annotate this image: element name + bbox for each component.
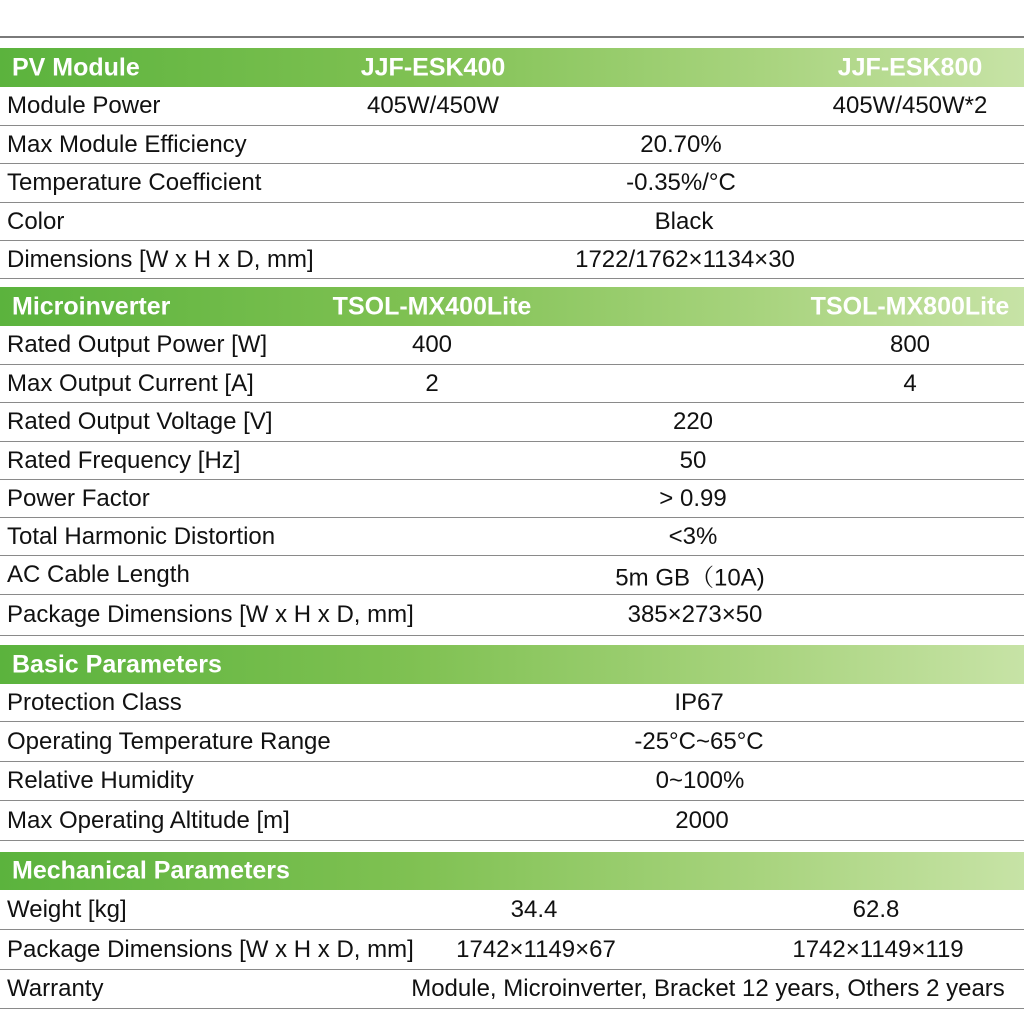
row-label: Total Harmonic Distortion [7,522,276,550]
spec-row [0,684,1024,722]
spec-row [0,970,1024,1009]
spec-row [0,241,1024,279]
row-label: Max Module Efficiency [7,130,247,158]
value-shared: 2000 [675,806,729,834]
value-shared: 220 [672,408,714,435]
value-b: 62.8 [852,895,900,923]
value-shared: <3% [668,522,718,550]
spec-row [0,595,1024,636]
row-label: Rated Output Power [W] [7,331,268,358]
value-shared: > 0.99 [659,484,727,512]
value-a: 400 [411,331,453,358]
row-label: Warranty [7,975,104,1002]
value-a: 405W/450W [366,92,500,119]
row-label: Operating Temperature Range [7,727,331,755]
value-b: 4 [903,369,917,397]
model-name-b: TSOL-MX800Lite [810,292,1010,320]
spec-row [0,801,1024,841]
value-b: 1742×1149×119 [792,935,964,963]
value-shared: 1722/1762×1134×30 [575,245,795,273]
value-shared: 5m GB（10A) [615,564,765,592]
row-label: Dimensions [W x H x D, mm] [7,245,314,273]
spec-row [0,722,1024,762]
row-label: Power Factor [7,484,150,512]
spec-row [0,164,1024,203]
value-shared: 385×273×50 [627,601,763,628]
value-shared: Black [654,207,714,235]
row-label: Protection Class [7,688,182,716]
row-label: AC Cable Length [7,561,190,588]
value-a: 34.4 [510,895,558,923]
row-label: Color [7,207,65,235]
section-header-microinverter [0,287,1024,326]
row-label: Package Dimensions [W x H x D, mm] [7,935,414,963]
spec-row [0,556,1024,595]
value-a: 1742×1149×67 [456,935,616,963]
value-shared: -25°C~65°C [634,727,764,755]
spec-row [0,326,1024,365]
section-title: PV Module [12,53,140,81]
spec-row [0,442,1024,480]
section-title: Mechanical Parameters [12,856,290,885]
section-header-basic-parameters [0,645,1024,684]
section-header-pv-module [0,48,1024,87]
spec-row [0,518,1024,556]
row-label: Max Output Current [A] [7,369,254,397]
row-label: Relative Humidity [7,767,194,794]
spec-row [0,365,1024,403]
spec-row [0,890,1024,930]
value-shared: Module, Microinverter, Bracket 12 years, Others 2 years [411,975,1005,1002]
value-shared: 0~100% [655,767,745,794]
row-label: Package Dimensions [W x H x D, mm] [7,601,414,628]
row-label: Rated Frequency [Hz] [7,446,241,474]
spec-row [0,930,1024,970]
section-header-mechanical-parameters [0,852,1024,890]
value-shared: IP67 [674,688,724,716]
row-label: Temperature Coefficient [7,169,262,196]
top-rule [0,36,1024,38]
model-name-b: JJF-ESK800 [837,53,983,81]
row-label: Weight [kg] [7,895,127,923]
spec-row [0,126,1024,164]
spec-row [0,762,1024,801]
row-label: Rated Output Voltage [V] [7,408,273,435]
spec-row [0,403,1024,442]
spec-row [0,87,1024,126]
model-name-a: JJF-ESK400 [360,53,506,81]
value-shared: 20.70% [640,130,722,158]
spec-row [0,203,1024,241]
row-label: Max Operating Altitude [m] [7,806,290,834]
section-title: Basic Parameters [12,650,222,678]
spec-row [0,480,1024,518]
row-label: Module Power [7,92,161,119]
value-a: 2 [425,369,439,397]
value-b: 800 [889,331,931,358]
value-shared: -0.35%/°C [626,169,736,196]
model-name-a: TSOL-MX400Lite [332,292,532,320]
value-shared: 50 [679,446,707,474]
section-title: Microinverter [12,292,171,320]
value-b: 405W/450W*2 [832,92,988,119]
